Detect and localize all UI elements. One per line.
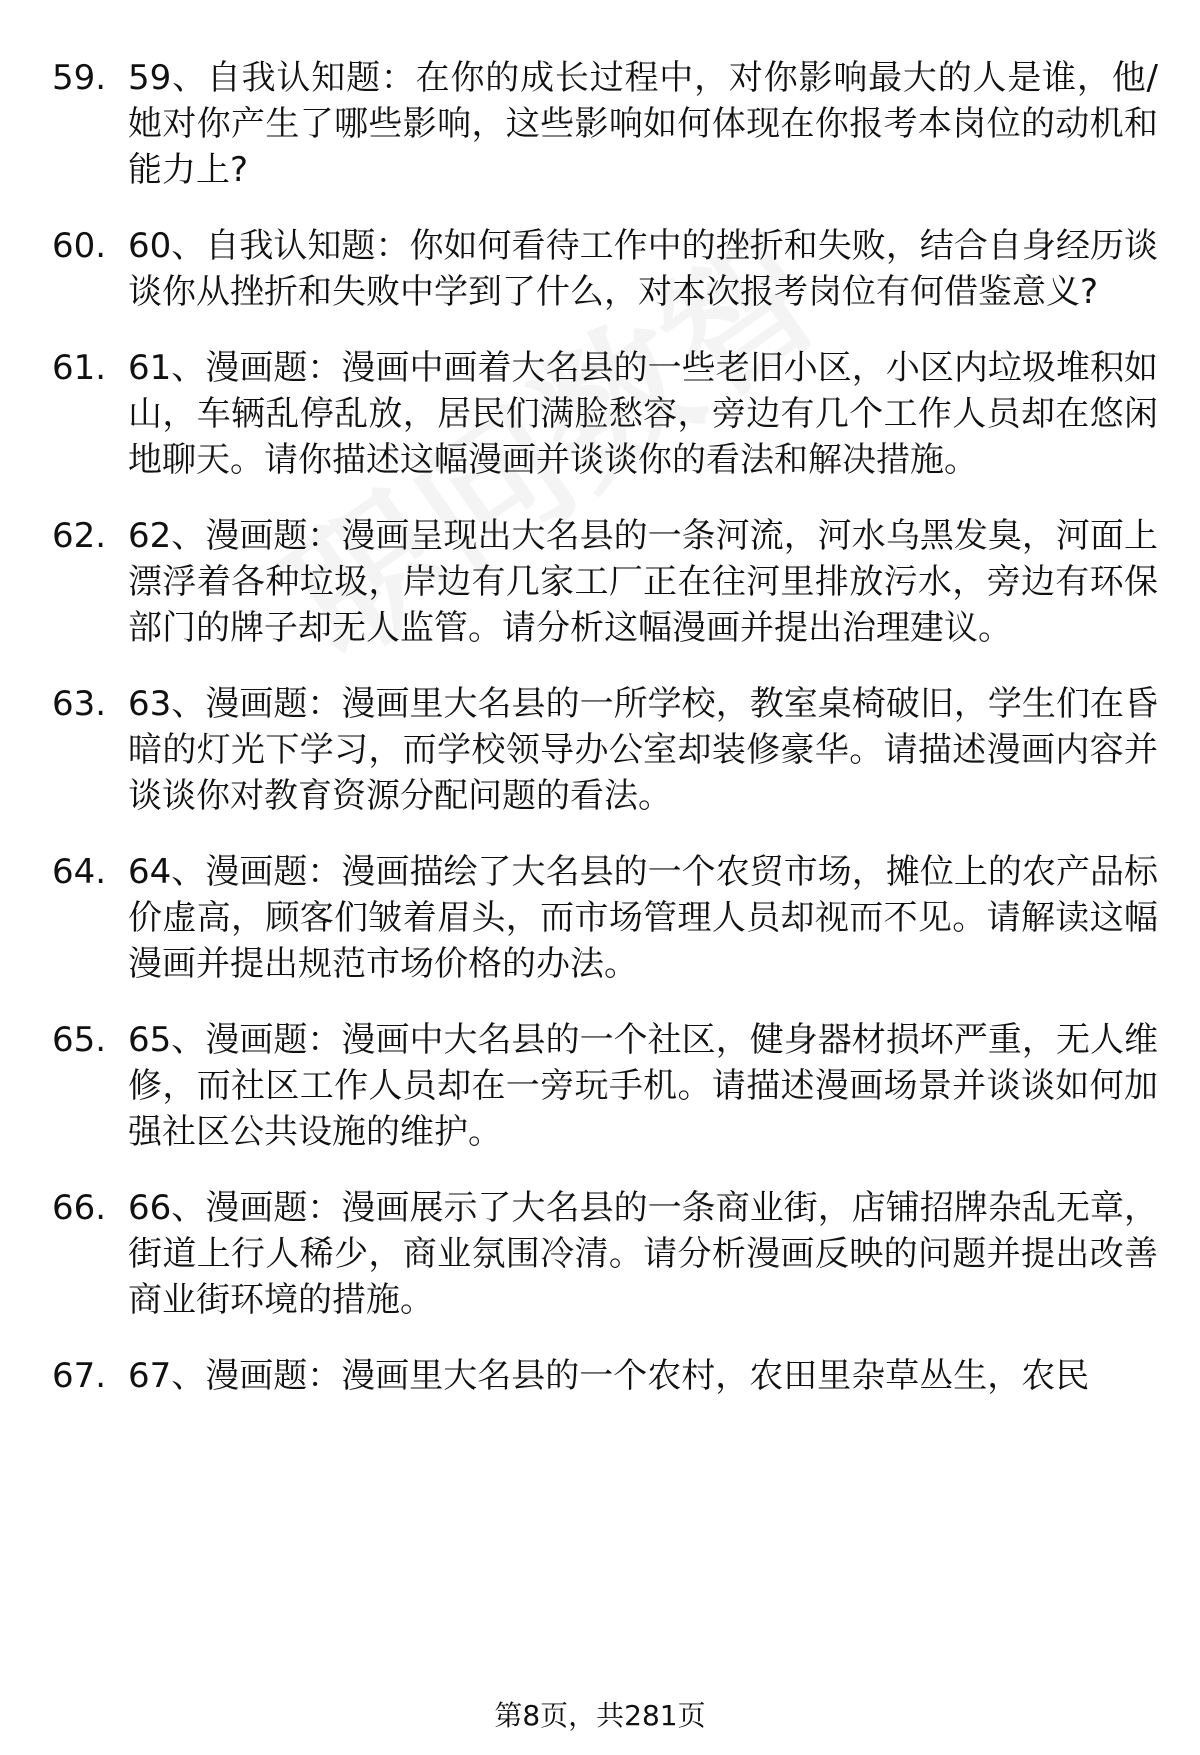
list-item xyxy=(0,1353,1200,1399)
question-number: 63. xyxy=(52,684,107,724)
question-text: 67、漫画题：漫画里大名县的一个农村，农田里杂草丛生，农民 xyxy=(128,1356,1090,1396)
question-number: 65. xyxy=(52,1020,107,1060)
question-number: 64. xyxy=(52,852,107,892)
question-number: 62. xyxy=(52,516,107,556)
question-text: 64、漫画题：漫画描绘了大名县的一个农贸市场，摊位上的农产品标价虚高，顾客们皱着眉头，而市场管理人员却视而不见。请解读这幅漫画并提出规范市场价格的办法。 xyxy=(128,852,1158,984)
list-item xyxy=(0,1185,1200,1323)
list-item xyxy=(0,1017,1200,1155)
list-item xyxy=(0,223,1200,315)
question-text: 62、漫画题：漫画呈现出大名县的一条河流，河水乌黑发臭，河面上漂浮着各种垃圾，岸边有几家工厂正在往河里排放污水，旁边有环保部门的牌子却无人监管。请分析这幅漫画并提出治理建议。 xyxy=(128,516,1158,648)
question-text: 63、漫画题：漫画里大名县的一所学校，教室桌椅破旧，学生们在昏暗的灯光下学习，而学校领导办公室却装修豪华。请描述漫画内容并谈谈你对教育资源分配问题的看法。 xyxy=(128,684,1158,816)
question-text: 66、漫画题：漫画展示了大名县的一条商业街，店铺招牌杂乱无章，街道上行人稀少，商业氛围冷清。请分析漫画反映的问题并提出改善商业街环境的措施。 xyxy=(128,1188,1158,1320)
question-list xyxy=(0,55,1200,1429)
list-item xyxy=(0,681,1200,819)
list-item xyxy=(0,345,1200,483)
question-number: 59. xyxy=(52,58,107,98)
question-number: 67. xyxy=(52,1356,107,1396)
page-footer: 第8页，共281页 xyxy=(494,1699,706,1732)
list-item xyxy=(0,849,1200,987)
question-number: 61. xyxy=(52,348,107,388)
question-number: 66. xyxy=(52,1188,107,1228)
list-item xyxy=(0,55,1200,193)
question-text: 59、自我认知题：在你的成长过程中，对你影响最大的人是谁，他/她对你产生了哪些影响，这些影响如何体现在你报考本岗位的动机和能力上? xyxy=(128,58,1158,190)
question-number: 60. xyxy=(52,226,107,266)
list-item xyxy=(0,513,1200,651)
question-text: 61、漫画题：漫画中画着大名县的一些老旧小区，小区内垃圾堆积如山，车辆乱停乱放，居民们满脸愁容，旁边有几个工作人员却在悠闲地聊天。请你描述这幅漫画并谈谈你的看法和解决措施。 xyxy=(128,348,1158,480)
question-text: 65、漫画题：漫画中大名县的一个社区，健身器材损坏严重，无人维修，而社区工作人员却在一旁玩手机。请描述漫画场景并谈谈如何加强社区公共设施的维护。 xyxy=(128,1020,1158,1152)
question-text: 60、自我认知题：你如何看待工作中的挫折和失败，结合自身经历谈谈你从挫折和失败中学到了什么，对本次报考岗位有何借鉴意义? xyxy=(128,226,1158,312)
